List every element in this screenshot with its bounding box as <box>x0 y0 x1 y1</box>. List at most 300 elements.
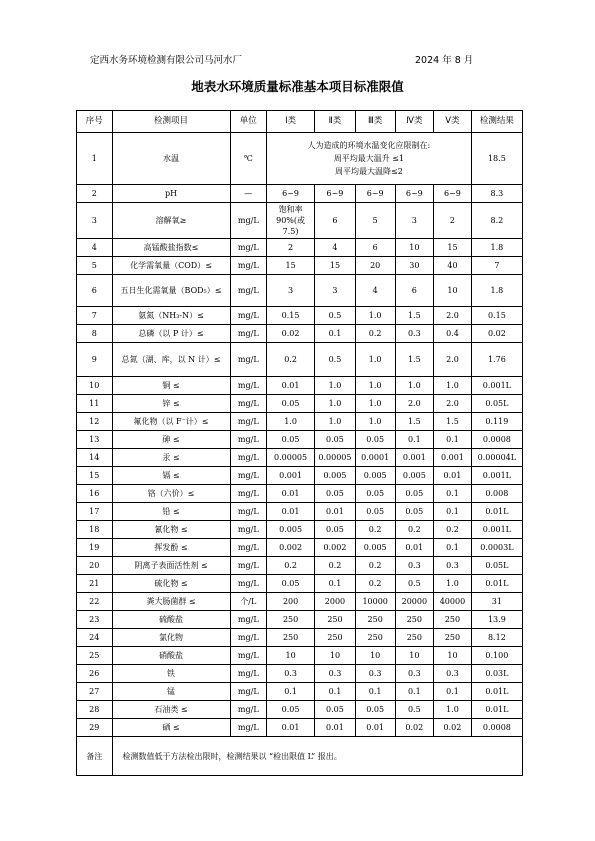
row-class-2: 0.5 <box>315 307 356 325</box>
row-unit: mg/L <box>230 343 267 377</box>
row-no: 26 <box>77 665 113 683</box>
row-result: 0.0008 <box>471 719 522 737</box>
row-class-3: 0.05 <box>355 503 395 521</box>
row-class-4: 1.5 <box>395 413 434 431</box>
table-row <box>77 629 523 647</box>
row-class-2: 250 <box>315 611 356 629</box>
row-no: 17 <box>77 503 113 521</box>
row-class-2: 0.05 <box>315 521 356 539</box>
row-result: 7 <box>471 257 522 275</box>
row-item: 化学需氧量（COD）≤ <box>112 257 230 275</box>
row-item: 镉 ≤ <box>112 467 230 485</box>
row-class-3: 0.2 <box>355 325 395 343</box>
row-class-4: 0.05 <box>395 485 434 503</box>
row-class-3: 1.0 <box>355 395 395 413</box>
table-row <box>77 539 523 557</box>
row-class-1: 2 <box>267 239 315 257</box>
row-class-1: 0.05 <box>267 701 315 719</box>
row-result: 13.9 <box>471 611 522 629</box>
row-class-5: 15 <box>434 239 472 257</box>
row-class-2: 3 <box>315 275 356 307</box>
row-result: 0.001L <box>471 521 522 539</box>
header-no: 序号 <box>77 111 113 133</box>
water-temp-limit <box>267 133 472 185</box>
row-no: 2 <box>77 185 113 203</box>
row-no: 4 <box>77 239 113 257</box>
row-unit: mg/L <box>230 557 267 575</box>
table-row <box>77 575 523 593</box>
row-unit: mg/L <box>230 431 267 449</box>
table-row <box>77 485 523 503</box>
table-row <box>77 307 523 325</box>
row-result: 0.0008 <box>471 431 522 449</box>
row-class-5: 0.001 <box>434 449 472 467</box>
row-item: 氨氮（NH₃-N）≤ <box>112 307 230 325</box>
row-class-2: 1.0 <box>315 395 356 413</box>
table-row <box>77 647 523 665</box>
row-result: 1.8 <box>471 275 522 307</box>
row-class-5: 0.02 <box>434 719 472 737</box>
row-class-4: 0.2 <box>395 521 434 539</box>
row-class-4: 250 <box>395 629 434 647</box>
row-class-5: 250 <box>434 629 472 647</box>
row-class-5: 0.1 <box>434 683 472 701</box>
row-no: 23 <box>77 611 113 629</box>
row-class-4: 0.01 <box>395 539 434 557</box>
row-class-2: 250 <box>315 629 356 647</box>
table-row <box>77 683 523 701</box>
row-result: 0.01L <box>471 701 522 719</box>
row-unit: 个/L <box>230 593 267 611</box>
row-class-5: 2.0 <box>434 343 472 377</box>
row-item: 硫化物 ≤ <box>112 575 230 593</box>
row-class-4: 0.3 <box>395 665 434 683</box>
row-result: 0.00004L <box>471 449 522 467</box>
row-item: 溶解氧≥ <box>112 203 230 239</box>
table-row <box>77 521 523 539</box>
document-title: 地表水环境质量标准基本项目标准限值 <box>191 79 404 94</box>
row-no: 12 <box>77 413 113 431</box>
table-row <box>77 377 523 395</box>
row-no: 16 <box>77 485 113 503</box>
row-class-3: 250 <box>355 629 395 647</box>
row-class-1: 0.2 <box>267 343 315 377</box>
row-no: 27 <box>77 683 113 701</box>
row-no: 21 <box>77 575 113 593</box>
row-item: 铬（六价）≤ <box>112 485 230 503</box>
row-item: 五日生化需氧量（BOD₅）≤ <box>112 275 230 307</box>
row-class-1: 0.002 <box>267 539 315 557</box>
company-name: 定西水务环境检测有限公司马河水厂 <box>90 55 243 66</box>
row-class-3: 4 <box>355 275 395 307</box>
row-no: 15 <box>77 467 113 485</box>
row-item: 铜 ≤ <box>112 377 230 395</box>
row-class-4: 2.0 <box>395 395 434 413</box>
row-result: 31 <box>471 593 522 611</box>
row-no: 28 <box>77 701 113 719</box>
row-class-5: 2.0 <box>434 307 472 325</box>
row-class-2: 4 <box>315 239 356 257</box>
row-class-3: 1.0 <box>355 307 395 325</box>
row-unit: mg/L <box>230 449 267 467</box>
header-unit: 单位 <box>230 111 267 133</box>
row-unit: mg/L <box>230 611 267 629</box>
row-class-5: 10 <box>434 647 472 665</box>
row-class-3: 10000 <box>355 593 395 611</box>
row-result: 1.76 <box>471 343 522 377</box>
row-class-3: 0.2 <box>355 521 395 539</box>
row-class-5: 6~9 <box>434 185 472 203</box>
row-item: 锌 ≤ <box>112 395 230 413</box>
row-class-2: 0.05 <box>315 485 356 503</box>
row-class-3: 0.3 <box>355 665 395 683</box>
table-row <box>77 325 523 343</box>
row-class-4: 250 <box>395 611 434 629</box>
row-class-4: 1.0 <box>395 377 434 395</box>
row-class-3: 0.0001 <box>355 449 395 467</box>
row-class-1: 0.01 <box>267 377 315 395</box>
row-class-1: 15 <box>267 257 315 275</box>
row-class-1: 0.05 <box>267 575 315 593</box>
row-class-4: 10 <box>395 239 434 257</box>
row-result: 0.008 <box>471 485 522 503</box>
row-no: 7 <box>77 307 113 325</box>
row-class-1: 0.05 <box>267 395 315 413</box>
row-no: 11 <box>77 395 113 413</box>
row-class-3: 10 <box>355 647 395 665</box>
row-class-5: 1.0 <box>434 575 472 593</box>
row-class-4: 0.3 <box>395 325 434 343</box>
row-item: 总氮（湖、库，以 N 计）≤ <box>112 343 230 377</box>
row-class-2: 1.0 <box>315 413 356 431</box>
row-class-1: 0.05 <box>267 431 315 449</box>
row-class-1: 0.1 <box>267 683 315 701</box>
row-class-4: 0.005 <box>395 467 434 485</box>
row-class-1: 0.001 <box>267 467 315 485</box>
row-no: 1 <box>77 133 113 185</box>
row-class-4: 1.5 <box>395 307 434 325</box>
row-unit: mg/L <box>230 413 267 431</box>
row-class-2: 6 <box>315 203 356 239</box>
row-no: 22 <box>77 593 113 611</box>
row-class-5: 0.1 <box>434 503 472 521</box>
row-class-2: 6~9 <box>315 185 356 203</box>
row-class-5: 0.01 <box>434 467 472 485</box>
row-class-4: 0.05 <box>395 503 434 521</box>
row-class-3: 1.0 <box>355 377 395 395</box>
row-class-1: 0.01 <box>267 719 315 737</box>
table-row <box>77 611 523 629</box>
row-class-1: 10 <box>267 647 315 665</box>
row-item: 硝酸盐 <box>112 647 230 665</box>
header-class-1: Ⅰ类 <box>267 111 315 133</box>
row-no: 14 <box>77 449 113 467</box>
row-no: 24 <box>77 629 113 647</box>
row-class-2: 2000 <box>315 593 356 611</box>
row-item: 氰化物 ≤ <box>112 521 230 539</box>
row-result: 0.100 <box>471 647 522 665</box>
row-class-5: 0.2 <box>434 521 472 539</box>
table-header-row <box>77 111 523 133</box>
row-class-2: 0.05 <box>315 431 356 449</box>
row-result: 8.3 <box>471 185 522 203</box>
row-class-4: 0.1 <box>395 683 434 701</box>
standard-limits-table <box>76 110 523 776</box>
row-no: 29 <box>77 719 113 737</box>
row-item: pH <box>112 185 230 203</box>
row-item: 铁 <box>112 665 230 683</box>
row-class-1: 200 <box>267 593 315 611</box>
row-class-5: 2 <box>434 203 472 239</box>
row-class-4: 6 <box>395 275 434 307</box>
row-class-1: 250 <box>267 611 315 629</box>
row-result: 0.15 <box>471 307 522 325</box>
row-unit: mg/L <box>230 377 267 395</box>
row-result: 0.0003L <box>471 539 522 557</box>
water-temp-limit-line: 人为造成的环境水温变化应限制在: <box>307 141 431 150</box>
table-row <box>77 275 523 307</box>
table-row <box>77 593 523 611</box>
table-row <box>77 203 523 239</box>
row-class-1: 0.00005 <box>267 449 315 467</box>
row-unit: mg/L <box>230 203 267 239</box>
row-no: 10 <box>77 377 113 395</box>
table-row <box>77 701 523 719</box>
row-unit: ℃ <box>230 133 267 185</box>
row-class-1: 饱和率 90%(或 7.5) <box>267 203 315 239</box>
row-unit: mg/L <box>230 701 267 719</box>
row-class-5: 10 <box>434 275 472 307</box>
row-item: 砷 ≤ <box>112 431 230 449</box>
row-class-5: 1.5 <box>434 413 472 431</box>
row-item: 石油类 ≤ <box>112 701 230 719</box>
row-item: 锰 <box>112 683 230 701</box>
row-class-1: 6~9 <box>267 185 315 203</box>
row-class-2: 0.002 <box>315 539 356 557</box>
row-class-3: 1.0 <box>355 413 395 431</box>
row-class-5: 1.0 <box>434 377 472 395</box>
row-result: 8.12 <box>471 629 522 647</box>
row-class-3: 20 <box>355 257 395 275</box>
row-result: 0.05L <box>471 557 522 575</box>
row-unit: mg/L <box>230 257 267 275</box>
row-class-3: 0.01 <box>355 719 395 737</box>
row-class-5: 250 <box>434 611 472 629</box>
row-unit: mg/L <box>230 307 267 325</box>
row-class-1: 1.0 <box>267 413 315 431</box>
row-class-1: 0.2 <box>267 557 315 575</box>
row-class-4: 20000 <box>395 593 434 611</box>
row-item: 铅 ≤ <box>112 503 230 521</box>
row-result: 0.001L <box>471 467 522 485</box>
row-item: 阴离子表面活性剂 ≤ <box>112 557 230 575</box>
row-unit: mg/L <box>230 275 267 307</box>
row-class-4: 10 <box>395 647 434 665</box>
row-class-2: 0.01 <box>315 503 356 521</box>
row-class-4: 0.3 <box>395 557 434 575</box>
row-class-5: 0.1 <box>434 431 472 449</box>
row-no: 13 <box>77 431 113 449</box>
row-unit: mg/L <box>230 683 267 701</box>
row-no: 20 <box>77 557 113 575</box>
row-unit: mg/L <box>230 503 267 521</box>
row-class-5: 40 <box>434 257 472 275</box>
row-unit: mg/L <box>230 467 267 485</box>
row-unit: mg/L <box>230 575 267 593</box>
table-row <box>77 431 523 449</box>
row-class-3: 0.05 <box>355 485 395 503</box>
row-no: 25 <box>77 647 113 665</box>
table-row <box>77 503 523 521</box>
row-class-1: 0.02 <box>267 325 315 343</box>
row-result: 0.01L <box>471 683 522 701</box>
table-row <box>77 257 523 275</box>
row-class-4: 0.5 <box>395 575 434 593</box>
row-class-2: 0.3 <box>315 665 356 683</box>
row-unit: mg/L <box>230 485 267 503</box>
row-class-1: 0.005 <box>267 521 315 539</box>
table-row <box>77 557 523 575</box>
row-class-4: 30 <box>395 257 434 275</box>
row-class-2: 0.1 <box>315 325 356 343</box>
row-class-2: 1.0 <box>315 377 356 395</box>
row-class-5: 0.1 <box>434 485 472 503</box>
row-class-3: 250 <box>355 611 395 629</box>
row-no: 18 <box>77 521 113 539</box>
row-class-3: 6 <box>355 239 395 257</box>
row-class-1: 3 <box>267 275 315 307</box>
row-item: 氟化物（以 F⁻计）≤ <box>112 413 230 431</box>
table-row <box>77 133 523 185</box>
row-class-4: 6~9 <box>395 185 434 203</box>
row-class-4: 0.02 <box>395 719 434 737</box>
row-no: 19 <box>77 539 113 557</box>
row-result: 18.5 <box>471 133 522 185</box>
row-class-1: 0.01 <box>267 485 315 503</box>
row-unit: mg/L <box>230 719 267 737</box>
row-class-3: 5 <box>355 203 395 239</box>
row-no: 8 <box>77 325 113 343</box>
row-class-4: 0.001 <box>395 449 434 467</box>
row-no: 6 <box>77 275 113 307</box>
row-class-2: 0.5 <box>315 343 356 377</box>
row-class-3: 6~9 <box>355 185 395 203</box>
row-unit: — <box>230 185 267 203</box>
row-class-1: 250 <box>267 629 315 647</box>
row-class-3: 0.05 <box>355 431 395 449</box>
water-temp-limit-line: 周平均最大温升 ≤1 <box>333 154 405 163</box>
table-row <box>77 343 523 377</box>
row-class-2: 0.005 <box>315 467 356 485</box>
row-item: 汞 ≤ <box>112 449 230 467</box>
row-unit: mg/L <box>230 647 267 665</box>
table-row <box>77 239 523 257</box>
row-class-4: 3 <box>395 203 434 239</box>
row-class-3: 0.05 <box>355 701 395 719</box>
row-class-5: 0.4 <box>434 325 472 343</box>
row-class-3: 0.005 <box>355 467 395 485</box>
row-class-5: 1.0 <box>434 701 472 719</box>
row-class-4: 1.5 <box>395 343 434 377</box>
row-class-5: 0.1 <box>434 539 472 557</box>
header-class-3: Ⅲ类 <box>355 111 395 133</box>
row-class-2: 0.01 <box>315 719 356 737</box>
row-class-5: 2.0 <box>434 395 472 413</box>
row-item: 水温 <box>112 133 230 185</box>
row-item: 挥发酚 ≤ <box>112 539 230 557</box>
row-class-2: 0.1 <box>315 575 356 593</box>
row-class-5: 0.3 <box>434 557 472 575</box>
row-no: 5 <box>77 257 113 275</box>
row-class-2: 0.2 <box>315 557 356 575</box>
row-unit: mg/L <box>230 325 267 343</box>
table-row <box>77 719 523 737</box>
row-unit: mg/L <box>230 629 267 647</box>
row-no: 9 <box>77 343 113 377</box>
row-unit: mg/L <box>230 539 267 557</box>
note-row <box>77 737 523 776</box>
row-unit: mg/L <box>230 239 267 257</box>
note-text: 检测数值低于方法检出限时，检测结果以 “检出限值 L” 报出。 <box>112 737 523 776</box>
row-result: 0.05L <box>471 395 522 413</box>
row-result: 8.2 <box>471 203 522 239</box>
row-class-2: 10 <box>315 647 356 665</box>
row-class-3: 0.1 <box>355 683 395 701</box>
row-class-3: 0.2 <box>355 575 395 593</box>
table-row <box>77 395 523 413</box>
header-result: 检测结果 <box>471 111 522 133</box>
row-unit: mg/L <box>230 521 267 539</box>
row-class-3: 0.2 <box>355 557 395 575</box>
row-result: 0.119 <box>471 413 522 431</box>
row-class-5: 40000 <box>434 593 472 611</box>
note-label: 备注 <box>77 737 113 776</box>
row-unit: mg/L <box>230 395 267 413</box>
row-item: 硫酸盐 <box>112 611 230 629</box>
table-row <box>77 185 523 203</box>
table-row <box>77 449 523 467</box>
water-temp-limit-line: 周平均最大温降≤2 <box>335 167 403 176</box>
row-class-1: 0.3 <box>267 665 315 683</box>
table-row <box>77 467 523 485</box>
row-class-1: 0.01 <box>267 503 315 521</box>
row-result: 0.01L <box>471 575 522 593</box>
row-result: 0.02 <box>471 325 522 343</box>
report-date: 2024 年 8 月 <box>415 55 474 66</box>
row-item: 氯化物 <box>112 629 230 647</box>
row-item: 粪大肠菌群 ≤ <box>112 593 230 611</box>
row-class-2: 0.05 <box>315 701 356 719</box>
row-class-2: 15 <box>315 257 356 275</box>
row-item: 硒 ≤ <box>112 719 230 737</box>
row-class-4: 0.1 <box>395 431 434 449</box>
row-class-2: 0.00005 <box>315 449 356 467</box>
row-class-2: 0.1 <box>315 683 356 701</box>
header-class-2: Ⅱ类 <box>315 111 356 133</box>
row-class-3: 1.0 <box>355 343 395 377</box>
row-class-4: 0.5 <box>395 701 434 719</box>
table-row <box>77 413 523 431</box>
header-class-4: Ⅳ类 <box>395 111 434 133</box>
row-unit: mg/L <box>230 665 267 683</box>
row-item: 总磷（以 P 计）≤ <box>112 325 230 343</box>
row-result: 0.03L <box>471 665 522 683</box>
row-class-5: 0.3 <box>434 665 472 683</box>
header-item: 检测项目 <box>112 111 230 133</box>
header-class-5: Ⅴ类 <box>434 111 472 133</box>
row-no: 3 <box>77 203 113 239</box>
table-row <box>77 665 523 683</box>
